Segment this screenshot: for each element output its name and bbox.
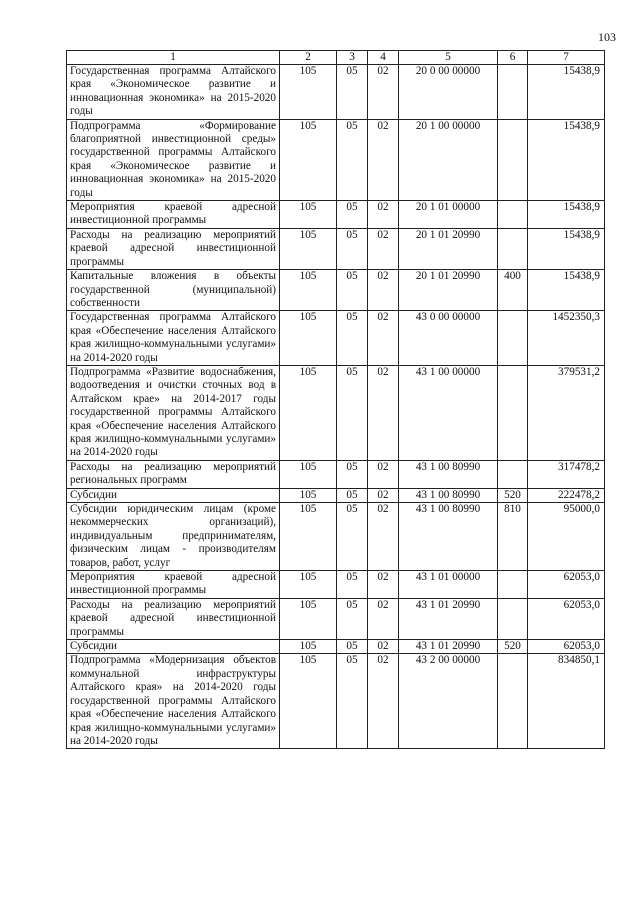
ministry-code-cell: 105	[280, 65, 337, 120]
ministry-code-cell: 105	[280, 270, 337, 311]
item-name-cell: Подпрограмма «Формирование благоприятной инвестиционной среды» государственной программы Алтайского края «Экономическое развитие и инновационная экономика» на 2015-2020 годы	[67, 119, 280, 200]
ministry-code-cell: 105	[280, 119, 337, 200]
ministry-code-cell: 105	[280, 460, 337, 488]
item-name-cell: Государственная программа Алтайского края «Обеспечение населения Алтайского края жилищно-коммунальными услугами» на 2014-2020 годы	[67, 311, 280, 366]
section-code-cell: 05	[337, 503, 368, 571]
target-article-cell: 43 1 00 80990	[399, 460, 498, 488]
ministry-code-cell: 105	[280, 503, 337, 571]
section-code-cell: 05	[337, 311, 368, 366]
table-row	[67, 228, 605, 269]
expense-type-cell: 400	[498, 270, 528, 311]
item-name-cell: Подпрограмма «Развитие водоснабжения, водоотведения и очистки сточных вод в Алтайском крае» на 2014-2017 годы государственной программы Алтайского края «Обеспечение населения Алтайского края жилищно-коммунальными услугами» на 2014-2020 годы	[67, 365, 280, 460]
target-article-cell: 43 1 00 80990	[399, 503, 498, 571]
subsection-code-cell: 02	[368, 460, 399, 488]
expense-type-cell: 520	[498, 640, 528, 654]
page-number: 103	[598, 30, 616, 44]
table-row	[67, 65, 605, 120]
amount-cell: 1452350,3	[528, 311, 605, 366]
item-name-cell: Подпрограмма «Модернизация объектов коммунальной инфраструктуры Алтайского края» на 2014-2020 годы государственной программы Алтайского края «Обеспечение населения Алтайского края жилищно-коммунальными услугами» на 2014-2020 годы	[67, 654, 280, 749]
subsection-code-cell: 02	[368, 311, 399, 366]
table-row	[67, 311, 605, 366]
subsection-code-cell: 02	[368, 201, 399, 229]
item-name-cell: Расходы на реализацию мероприятий краевой адресной инвестиционной программы	[67, 598, 280, 639]
target-article-cell: 43 1 01 00000	[399, 571, 498, 599]
header-cell: 5	[399, 51, 498, 65]
section-code-cell: 05	[337, 640, 368, 654]
target-article-cell: 20 1 00 00000	[399, 119, 498, 200]
target-article-cell: 43 0 00 00000	[399, 311, 498, 366]
item-name-cell: Капитальные вложения в объекты государственной (муниципальной) собственности	[67, 270, 280, 311]
table-row	[67, 119, 605, 200]
section-code-cell: 05	[337, 654, 368, 749]
amount-cell: 62053,0	[528, 640, 605, 654]
subsection-code-cell: 02	[368, 654, 399, 749]
target-article-cell: 43 1 00 80990	[399, 488, 498, 502]
amount-cell: 15438,9	[528, 119, 605, 200]
target-article-cell: 43 1 01 20990	[399, 598, 498, 639]
subsection-code-cell: 02	[368, 65, 399, 120]
budget-table	[66, 50, 605, 749]
amount-cell: 95000,0	[528, 503, 605, 571]
table-row	[67, 488, 605, 502]
expense-type-cell	[498, 201, 528, 229]
section-code-cell: 05	[337, 488, 368, 502]
item-name-cell: Государственная программа Алтайского края «Экономическое развитие и инновационная экономика» на 2015-2020 годы	[67, 65, 280, 120]
ministry-code-cell: 105	[280, 598, 337, 639]
expense-type-cell	[498, 598, 528, 639]
header-cell: 7	[528, 51, 605, 65]
ministry-code-cell: 105	[280, 365, 337, 460]
target-article-cell: 20 1 01 20990	[399, 270, 498, 311]
target-article-cell: 43 2 00 00000	[399, 654, 498, 749]
ministry-code-cell: 105	[280, 640, 337, 654]
header-cell: 6	[498, 51, 528, 65]
table-row	[67, 640, 605, 654]
expense-type-cell	[498, 654, 528, 749]
header-cell: 3	[337, 51, 368, 65]
expense-type-cell	[498, 571, 528, 599]
subsection-code-cell: 02	[368, 228, 399, 269]
table-body	[67, 65, 605, 749]
table-header	[67, 51, 605, 65]
section-code-cell: 05	[337, 119, 368, 200]
amount-cell: 379531,2	[528, 365, 605, 460]
subsection-code-cell: 02	[368, 119, 399, 200]
section-code-cell: 05	[337, 201, 368, 229]
ministry-code-cell: 105	[280, 228, 337, 269]
table-row	[67, 571, 605, 599]
section-code-cell: 05	[337, 571, 368, 599]
table-row	[67, 503, 605, 571]
expense-type-cell	[498, 119, 528, 200]
amount-cell: 15438,9	[528, 270, 605, 311]
item-name-cell: Субсидии	[67, 488, 280, 502]
header-row	[67, 51, 605, 65]
item-name-cell: Мероприятия краевой адресной инвестиционной программы	[67, 571, 280, 599]
ministry-code-cell: 105	[280, 654, 337, 749]
target-article-cell: 20 1 01 20990	[399, 228, 498, 269]
table-row	[67, 598, 605, 639]
expense-type-cell	[498, 365, 528, 460]
item-name-cell: Расходы на реализацию мероприятий региональных программ	[67, 460, 280, 488]
ministry-code-cell: 105	[280, 488, 337, 502]
subsection-code-cell: 02	[368, 640, 399, 654]
section-code-cell: 05	[337, 460, 368, 488]
table-row	[67, 365, 605, 460]
table-row	[67, 654, 605, 749]
subsection-code-cell: 02	[368, 598, 399, 639]
subsection-code-cell: 02	[368, 488, 399, 502]
amount-cell: 317478,2	[528, 460, 605, 488]
amount-cell: 834850,1	[528, 654, 605, 749]
subsection-code-cell: 02	[368, 270, 399, 311]
section-code-cell: 05	[337, 228, 368, 269]
target-article-cell: 43 1 01 20990	[399, 640, 498, 654]
amount-cell: 15438,9	[528, 65, 605, 120]
amount-cell: 62053,0	[528, 598, 605, 639]
subsection-code-cell: 02	[368, 365, 399, 460]
section-code-cell: 05	[337, 270, 368, 311]
item-name-cell: Расходы на реализацию мероприятий краевой адресной инвестиционной программы	[67, 228, 280, 269]
amount-cell: 222478,2	[528, 488, 605, 502]
subsection-code-cell: 02	[368, 503, 399, 571]
section-code-cell: 05	[337, 365, 368, 460]
table-row	[67, 201, 605, 229]
item-name-cell: Субсидии юридическим лицам (кроме некоммерческих организаций), индивидуальным предпринимателям, физическим лицам - производителям товаров, работ, услуг	[67, 503, 280, 571]
amount-cell: 15438,9	[528, 228, 605, 269]
target-article-cell: 43 1 00 00000	[399, 365, 498, 460]
amount-cell: 62053,0	[528, 571, 605, 599]
expense-type-cell	[498, 311, 528, 366]
target-article-cell: 20 1 01 00000	[399, 201, 498, 229]
ministry-code-cell: 105	[280, 311, 337, 366]
item-name-cell: Мероприятия краевой адресной инвестиционной программы	[67, 201, 280, 229]
header-cell: 4	[368, 51, 399, 65]
ministry-code-cell: 105	[280, 571, 337, 599]
expense-type-cell	[498, 228, 528, 269]
item-name-cell: Субсидии	[67, 640, 280, 654]
expense-type-cell: 520	[498, 488, 528, 502]
header-cell: 1	[67, 51, 280, 65]
subsection-code-cell: 02	[368, 571, 399, 599]
section-code-cell: 05	[337, 65, 368, 120]
expense-type-cell: 810	[498, 503, 528, 571]
section-code-cell: 05	[337, 598, 368, 639]
expense-type-cell	[498, 460, 528, 488]
amount-cell: 15438,9	[528, 201, 605, 229]
target-article-cell: 20 0 00 00000	[399, 65, 498, 120]
table-row	[67, 460, 605, 488]
table-row	[67, 270, 605, 311]
ministry-code-cell: 105	[280, 201, 337, 229]
expense-type-cell	[498, 65, 528, 120]
header-cell: 2	[280, 51, 337, 65]
